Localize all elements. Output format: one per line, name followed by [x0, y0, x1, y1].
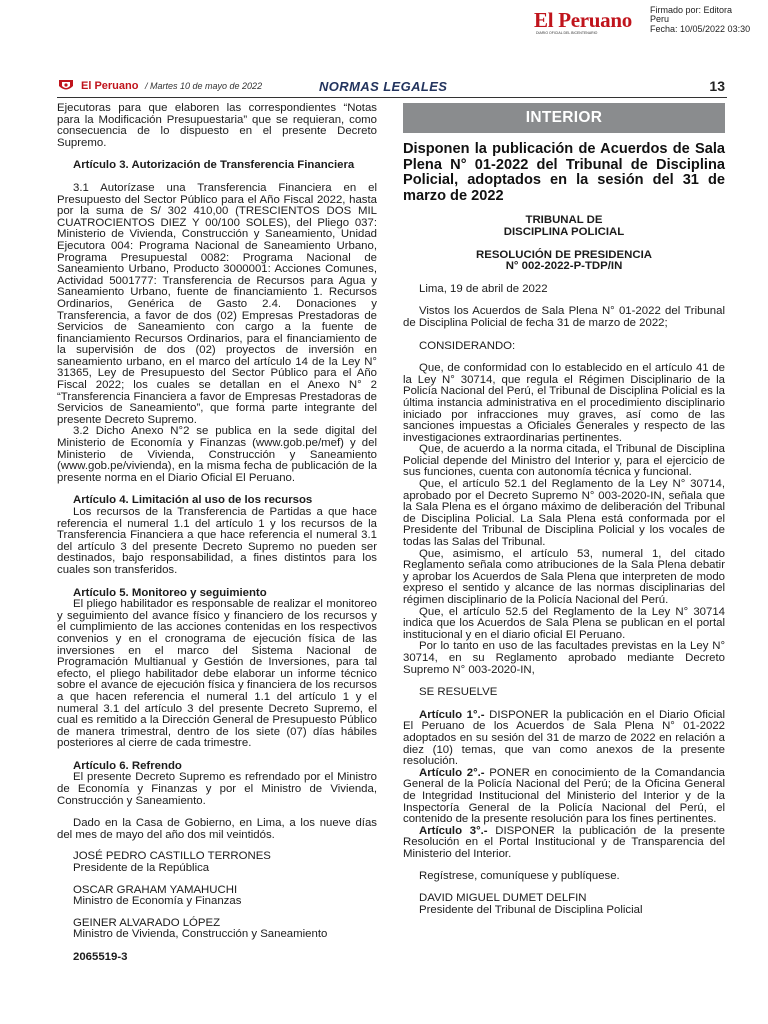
signatory-name: DAVID MIGUEL DUMET DELFIN — [419, 892, 587, 905]
article-6-heading: Artículo 6. Refrendo — [73, 759, 182, 772]
issuer-line: TRIBUNAL DE — [525, 214, 603, 227]
article-text: DISPONER la publicación en el Diario Oficial El Peruano de los Acuerdos de Sala Plena N° 01-2022 adoptados en su sesión del 31 de marzo de 2022 en relación a diez (10) temas, que van como anexos de la presente resolución. — [403, 708, 725, 768]
left-column — [57, 103, 377, 964]
paragraph: Los recursos de la Transferencia de Partidas a que hace referencia el numeral 1.1 del artículo 1 y los recursos de la Transferencia Financiera a que hace referencia el numeral 3.1 del artículo 3 del presente Decreto Supremo no pueden ser destinados, bajo responsabilidad, a fines distintos para los cuales son transferidos. — [57, 506, 377, 576]
coat-of-arms-icon — [57, 78, 75, 93]
signatory-name: OSCAR GRAHAM YAMAHUCHI — [73, 883, 238, 896]
paragraph: Vistos los Acuerdos de Sala Plena N° 01-2022 del Tribunal de Disciplina Policial de fecha 31 de marzo de 2022; — [403, 305, 725, 329]
resuelve-heading: SE RESUELVE — [419, 686, 498, 699]
article-label: Artículo 2°.- — [419, 766, 485, 779]
considerando-heading: CONSIDERANDO: — [419, 339, 516, 352]
article-5-heading: Artículo 5. Monitoreo y seguimiento — [73, 586, 267, 599]
header-section: NORMAS LEGALES — [319, 79, 448, 94]
paragraph: Que, el artículo 52.1 del Reglamento de la Ley N° 30714, aprobado por el Decreto Supremo N° 003-2020-IN, señala que la Sala Plena es el órgano máximo de deliberación del Tribunal de Disciplina Policial. La Sala Plena está conformada por el Presidente del Tribunal de Disciplina Policial y los vocales de todas las Salas del Tribunal. — [403, 478, 725, 549]
right-column — [403, 103, 725, 916]
article-3-heading: Artículo 3. Autorización de Transferencia Financiera — [73, 159, 355, 172]
signatory-name: GEINER ALVARADO LÓPEZ — [73, 916, 221, 929]
header-date: / Martes 10 de mayo de 2022 — [145, 81, 263, 91]
paragraph: Que, de acuerdo a la norma citada, el Tribunal de Disciplina Policial depende del Ministro del Interior y, para el ejercicio de sus funciones, cuenta con autonomía técnica y funcional. — [403, 443, 725, 479]
article-3 — [403, 826, 725, 861]
article-1 — [403, 710, 725, 768]
paragraph: 3.1 Autorízase una Transferencia Financiera en el Presupuesto del Sector Público para el Año Fiscal 2022, hasta por la suma de S/ 302 410,00 (TRESCIENTOS DOS MIL CUATROCIENTOS DIEZ Y 00/100 SOLES), del Pliego 037: Ministerio de Vivienda, Construcción y Saneamiento, Unidad Ejecutora 004: Programa Nacional de Saneamiento Urbano, Programa Presupuestal 0082: Programa Nacional de Saneamiento Urbano, Producto 3000001: Acciones Comunes, Actividad 5001777: Transferencia de Recursos para Agua y Saneamiento Urbano, fuente de financiamiento 1. Recursos Ordinarios, Genérica de Gasto 2.4. Donaciones y Transferencia, a favor de dos (02) Empresas Prestadoras de Servicios de Saneamiento con cargo a la fuente de financiamiento Recursos Ordinarios, para el financiamiento de la supervisión de dos (02) proyectos de inversión en saneamiento urbano, en el marco del artículo 14 de la Ley N° 31365, Ley de Presupuesto del Sector Público para el Año Fiscal 2022; los cuales se detallan en el Anexo N° 2 “Transferencia Financiera a favor de Empresas Prestadoras de Servicios de Saneamiento”, que forma parte integrante del presente Decreto Supremo. — [57, 181, 377, 426]
reference-number: 2065519-3 — [73, 951, 128, 963]
issuer-line: DISCIPLINA POLICIAL — [503, 225, 625, 238]
section-bar: INTERIOR — [403, 103, 725, 133]
resolution-number: N° 002-2022-P-TDP/IN — [505, 260, 623, 273]
paragraph: Ejecutoras para que elaboren las correspondientes “Notas para la Modificación Presupuestaria” que se requieran, como consecuencia de lo dispuesto en el presente Decreto Supremo. — [57, 102, 377, 149]
paragraph: 3.2 Dicho Anexo N°2 se publica en la sede digital del Ministerio de Economía y Finanzas (www.gob.pe/mef) y del Ministerio de Vivienda, Construcción y Saneamiento (www.gob.pe/vivienda), en la misma fecha de publicación de la presente norma en el Diario Oficial El Peruano. — [57, 425, 377, 484]
resolution-type: RESOLUCIÓN DE PRESIDENCIA — [476, 248, 652, 261]
article-4-heading: Artículo 4. Limitación al uso de los recursos — [73, 494, 313, 507]
paragraph: Que, asimismo, el artículo 53, numeral 1, del citado Reglamento señala como atribuciones de la Sala Plena debatir y aprobar los Acuerdos de Sala Plena que interpreten de modo expreso el sentido y alcance de las normas disciplinarias del régimen disciplinario de la Policía Nacional del Perú. — [403, 547, 725, 606]
article-2 — [403, 768, 725, 826]
header-publication: El Peruano — [81, 80, 139, 92]
paragraph: Que, el artículo 52.5 del Reglamento de la Ley N° 30714 indica que los Acuerdos de Sala Plena se publican en el portal institucional y en el diario oficial El Peruano. — [403, 605, 725, 641]
page-number: 13 — [709, 78, 725, 94]
stamp-line: Firmado por: Editora — [650, 5, 733, 15]
page-header — [57, 76, 727, 98]
stamp-tagline: DIARIO OFICIAL DEL BICENTENARIO — [536, 31, 598, 35]
signatory-role: Ministro de Vivienda, Construcción y Saneamiento — [73, 928, 328, 941]
stamp-logo: El Peruano — [534, 8, 632, 32]
resolution-title: Disponen la publicación de Acuerdos de Sala Plena N° 01-2022 del Tribunal de Disciplina Policial, adoptados en la sesión del 31 de marzo de 2022 — [403, 141, 725, 204]
paragraph: El pliego habilitador es responsable de realizar el monitoreo y seguimiento del avance físico y financiero de los recursos y el cumplimiento de las acciones contenidas en los respectivos convenios y en el cronograma de ejecución física de las inversiones en el marco del Sistema Nacional de Programación Multianual y Gestión de Inversiones, para tal efecto, el pliego habilitador debe elaborar un informe técnico sobre el avance de ejecución física y financiera de los recursos a que hacen referencia el numeral 1.1 del artículo 1 y el numeral 3.1 del artículo 3 del presente Decreto Supremo, el cual es remitido a la Dirección General de Presupuesto Público de manera trimestral, dentro de los siete (07) días hábiles posteriores al cierre de cada trimestre. — [57, 598, 377, 750]
article-label: Artículo 1°.- — [419, 708, 485, 721]
stamp-line: Fecha: 10/05/2022 03:30 — [650, 23, 751, 34]
article-text: PONER en conocimiento de la Comandancia General de la Policía Nacional del Perú; de la Oficina General de Integridad Institucional del Ministerio del Interior y de la Inspectoría General de la Policía Nacional del Perú, el contenido de la presente resolución para los fines pertinentes. — [403, 766, 725, 826]
stamp-text — [650, 6, 750, 34]
signatory-role: Presidente del Tribunal de Disciplina Policial — [419, 903, 643, 916]
paragraph: Por lo tanto en uso de las facultades previstas en la Ley N° 30714, en su Reglamento aprobado mediante Decreto Supremo N° 003-2020-IN, — [403, 640, 725, 676]
signatory-name: JOSÉ PEDRO CASTILLO TERRONES — [73, 850, 271, 863]
digital-signature-stamp — [534, 6, 768, 36]
given-at-paragraph: Dado en la Casa de Gobierno, en Lima, a los nueve días del mes de mayo del año dos mil veintidós. — [57, 817, 377, 841]
place-date: Lima, 19 de abril de 2022 — [419, 282, 548, 295]
article-text: DISPONER la publicación de la presente Resolución en el Portal Institucional y de Transparencia del Ministerio del Interior. — [403, 824, 725, 860]
paragraph: Que, de conformidad con lo establecido en el artículo 41 de la Ley N° 30714, que regula el Régimen Disciplinario de la Policía Nacional del Perú, el Tribunal de Disciplina Policial es la última instancia administrativa en el procedimiento disciplinario iniciado por infracciones muy graves, así como de las sanciones impuestas a Oficiales Generales y respecto de las investigaciones extraordinarias pertinentes. — [403, 362, 725, 444]
stamp-line: Peru — [650, 14, 670, 25]
signatory-role: Presidente de la República — [73, 862, 210, 875]
article-label: Artículo 3°.- — [419, 824, 488, 837]
signatory-role: Ministro de Economía y Finanzas — [73, 895, 242, 908]
paragraph: El presente Decreto Supremo es refrendado por el Ministro de Economía y Finanzas y por el Ministro de Vivienda, Construcción y Saneamiento. — [57, 771, 377, 807]
closing-formula: Regístrese, comuníquese y publíquese. — [419, 870, 620, 883]
